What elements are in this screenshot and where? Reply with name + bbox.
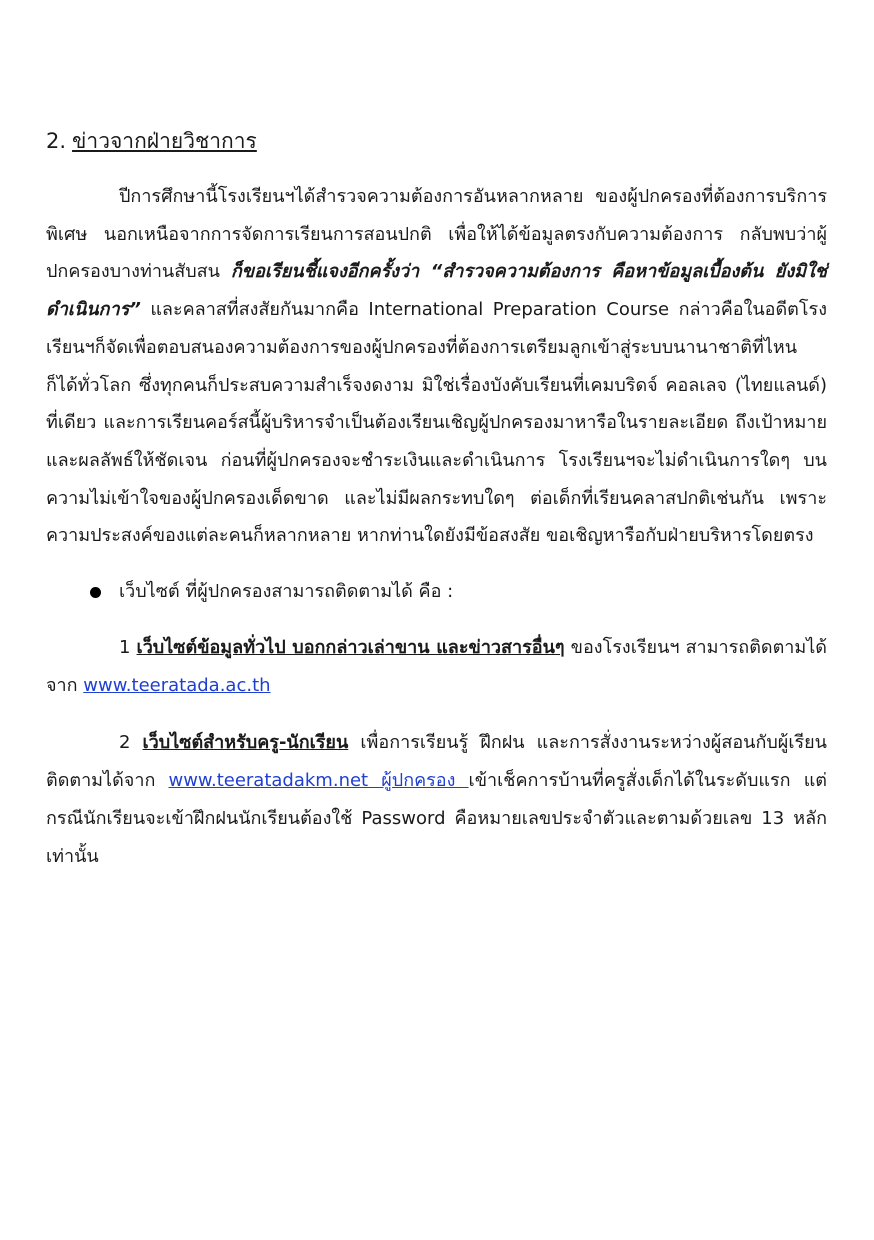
website-item-1: [46, 629, 827, 704]
item-2-link[interactable]: www.teeratadakm.net ผู้ปกครอง: [168, 770, 469, 792]
item-2-title: เว็บไซต์สำหรับครู-นักเรียน: [142, 732, 349, 754]
document-page: [46, 126, 827, 875]
bullet-dot-icon: [90, 587, 101, 598]
item-1-link[interactable]: www.teeratada.ac.th: [83, 674, 271, 696]
intro-text-1: ปีการศึกษานี้โรงเรียนฯได้สำรวจความต้องการอันหลากหลาย ของผู้ปกครองที่ต้องการบริการพิเศษ นอกเหนือจากการจัดการเรียนการสอนปกติ เพื่อให้ได้ข้อมูลตรงกับความต้องการ กลับพบว่าผู้ปกครองบางท่านสับสน: [46, 186, 827, 283]
item-2-number: 2: [119, 732, 131, 754]
item-1-number: 1: [119, 637, 131, 659]
item-1-text: ของโรงเรียนฯ สามารถติดตามได้จาก: [46, 637, 827, 696]
section-number: 2.: [46, 129, 67, 153]
intro-text-2: และคลาสที่สงสัยกันมากคือ International Preparation Course กล่าวคือในอดีตโรงเรียนฯก็จัดเพื่อตอบสนองความต้องการของผู้ปกครองที่ต้องการเตรียมลูกเข้าสู่ระบบนานาชาติที่ไหนก็ได้ทั่วโลก ซึ่งทุกคนก็ประสบความสำเร็จงดงาม มิใช่เรื่องบังคับเรียนที่เคมบริดจ์ คอลเลจ (ไทยแลนด์) ที่เดียว และการเรียนคอร์สนี้ผู้บริหารจำเป็นต้องเรียนเชิญผู้ปกครองมาหารือในรายละเอียด ถึงเป้าหมายและผลลัพธ์ให้ชัดเจน ก่อนที่ผู้ปกครองจะชำระเงินและดำเนินการ โรงเรียนฯจะไม่ดำเนินการใดๆ บนความไม่เข้าใจของผู้ปกครองเด็ดขาด และไม่มีผลกระทบใดๆ ต่อเด็กที่เรียนคลาสปกติเช่นกัน เพราะความประสงค์ของแต่ละคนก็หลากหลาย หากท่านใดยังมีข้อสงสัย ขอเชิญหารือกับฝ่ายบริหารโดยตรง: [46, 299, 827, 547]
section-heading: [46, 126, 827, 156]
item-2-text-2: เข้าเช็คการบ้านที่ครูสั่งเด็กได้ในระดับแรก แต่กรณีนักเรียนจะเข้าฝึกฝนนักเรียนต้องใช้ Password คือหมายเลขประจำตัวและตามด้วยเลข 13 หลักเท่านั้น: [46, 770, 827, 867]
item-1-title: เว็บไซต์ข้อมูลทั่วไป บอกกล่าวเล่าขาน และข่าวสารอื่นๆ: [136, 637, 565, 659]
website-item-2: [46, 724, 827, 875]
intro-emphasis: ก็ขอเรียนชี้แจงอีกครั้งว่า “สำรวจความต้องการ คือหาข้อมูลเบื้องต้น ยังมิใช่ดำเนินการ”: [46, 261, 827, 321]
intro-paragraph: [46, 178, 827, 555]
bullet-text: เว็บไซต์ ที่ผู้ปกครองสามารถติดตามได้ คือ :: [119, 581, 454, 603]
section-title: ข่าวจากฝ่ายวิชาการ: [72, 129, 257, 153]
item-2-text-1: เพื่อการเรียนรู้ ฝึกฝน และการสั่งงานระหว่างผู้สอนกับผู้เรียน ติดตามได้จาก: [46, 732, 827, 792]
bullet-item: [46, 575, 827, 609]
